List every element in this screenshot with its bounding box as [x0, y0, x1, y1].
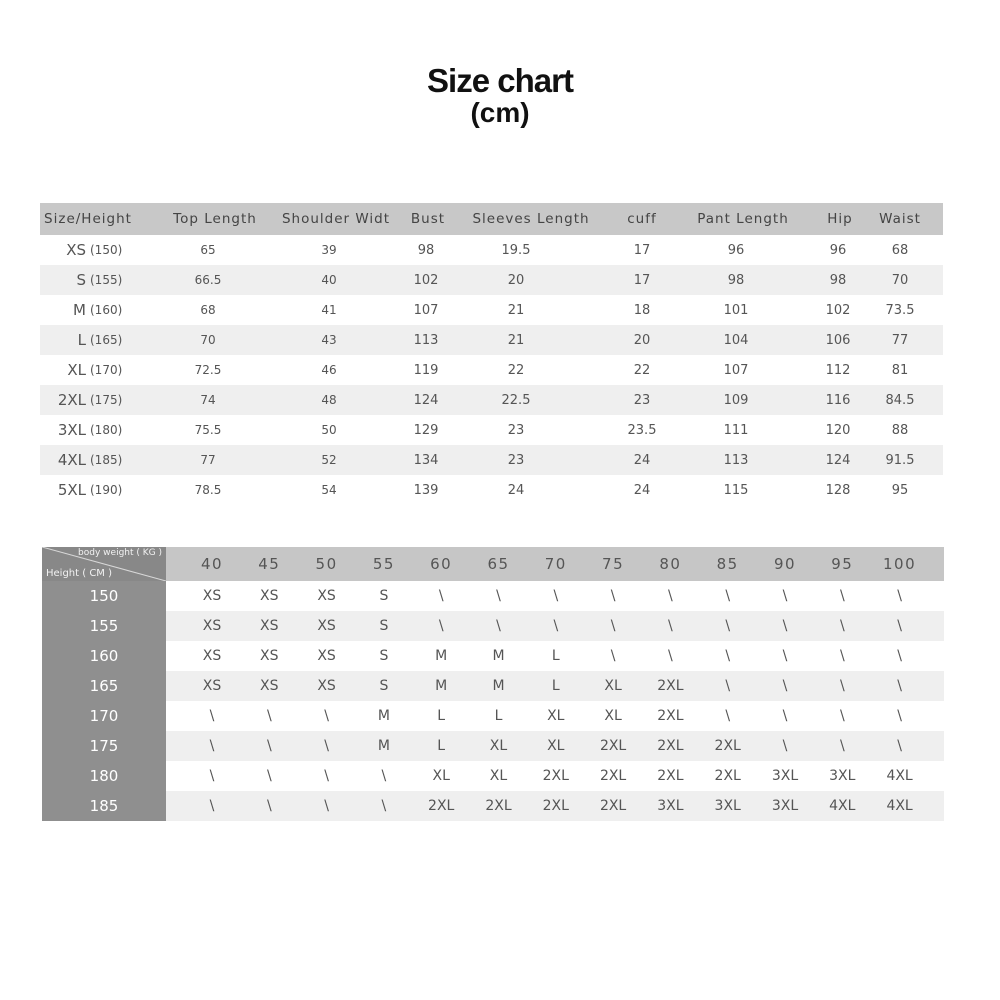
size-table-header — [40, 203, 943, 235]
table-cell: 2XL — [599, 798, 627, 814]
size-label: 2XL — [57, 391, 86, 409]
table-cell: \ — [324, 798, 329, 814]
table-cell: M — [377, 738, 390, 754]
table-cell: \ — [324, 708, 329, 724]
table-cell: 77 — [891, 332, 909, 348]
table-cell: \ — [782, 738, 788, 754]
table-cell: XL — [547, 738, 565, 754]
table-cell: \ — [839, 618, 845, 634]
table-cell: 48 — [321, 393, 337, 407]
table-cell: 107 — [723, 362, 749, 378]
table-cell: \ — [839, 708, 845, 724]
table-cell: \ — [266, 798, 272, 814]
size-label: XL — [67, 361, 86, 379]
table-cell: 77 — [200, 453, 216, 467]
table-cell: S — [379, 648, 389, 664]
table-cell: 2XL — [542, 798, 569, 814]
corner-header-cell — [42, 547, 166, 581]
table-cell: 119 — [413, 362, 439, 378]
weight-header-cell: 65 — [487, 555, 510, 573]
table-cell: 2XL — [599, 738, 627, 754]
size-label: 5XL — [57, 481, 86, 499]
table-row — [42, 611, 944, 641]
size-cell — [40, 385, 150, 415]
size-label: 3XL — [57, 421, 86, 439]
size-height: (170) — [90, 363, 123, 377]
table-cell: XS — [317, 618, 336, 634]
table-cell: 124 — [825, 452, 851, 468]
table-row — [42, 761, 944, 791]
table-cell: 70 — [891, 272, 909, 288]
height-cell: 170 — [42, 701, 166, 731]
table-cell: \ — [897, 678, 902, 694]
height-cell: 175 — [42, 731, 166, 761]
table-row — [42, 671, 944, 701]
height-cell: 155 — [42, 611, 166, 641]
size-label: L — [77, 331, 86, 349]
table-cell: 129 — [413, 422, 439, 438]
size-label: S — [76, 271, 86, 289]
table-cell: 2XL — [657, 768, 684, 784]
table-cell: XS — [317, 588, 336, 604]
table-cell: 113 — [413, 332, 439, 348]
table-cell: S — [379, 618, 389, 634]
table-cell: 139 — [413, 482, 439, 498]
table-cell: \ — [897, 738, 902, 754]
table-cell: 52 — [321, 453, 337, 467]
table-cell: 91.5 — [885, 452, 915, 468]
table-cell: \ — [897, 708, 902, 724]
table-cell: \ — [266, 768, 272, 784]
table-cell: L — [551, 648, 560, 664]
size-label: M — [73, 301, 86, 319]
table-cell: \ — [209, 708, 215, 724]
table-cell: \ — [782, 648, 788, 664]
weight-header-cell: 95 — [831, 555, 854, 573]
table-cell: \ — [839, 738, 845, 754]
table-cell: \ — [438, 618, 444, 634]
table-cell: 84.5 — [885, 392, 915, 408]
table-cell: 20 — [507, 272, 525, 288]
table-cell: 75.5 — [194, 423, 222, 437]
table-cell: 24 — [633, 452, 651, 468]
table-cell: L — [437, 738, 446, 754]
table-cell: 2XL — [714, 768, 741, 784]
table-cell: \ — [266, 708, 272, 724]
table-cell: 116 — [825, 392, 851, 408]
table-row — [40, 325, 943, 355]
table-row — [40, 415, 943, 445]
table-cell: M — [492, 678, 505, 694]
table-cell: 134 — [413, 452, 439, 468]
size-height: (165) — [90, 333, 123, 347]
table-cell: 4XL — [886, 768, 913, 784]
table-cell: \ — [668, 618, 673, 634]
table-cell: 2XL — [428, 798, 455, 814]
table-cell: \ — [725, 708, 731, 724]
table-cell: 3XL — [829, 768, 856, 784]
table-cell: 22 — [633, 362, 651, 378]
table-cell: XL — [604, 678, 622, 694]
table-cell: 2XL — [657, 708, 684, 724]
table-cell: \ — [610, 618, 616, 634]
table-cell: 88 — [891, 422, 909, 438]
weight-header-cell: 50 — [315, 555, 338, 573]
table-cell: XL — [547, 708, 565, 724]
table-cell: 3XL — [771, 798, 799, 814]
table-cell: \ — [782, 588, 788, 604]
table-cell: L — [551, 678, 560, 694]
table-cell: \ — [782, 618, 788, 634]
table-cell: 23 — [507, 422, 525, 438]
table-cell: \ — [897, 648, 902, 664]
table-cell: 4XL — [829, 798, 856, 814]
table-cell: 3XL — [771, 768, 799, 784]
table-cell: 19.5 — [501, 242, 531, 258]
size-table-header-cell: Top Length — [173, 211, 257, 227]
table-cell: 66.5 — [194, 273, 222, 287]
table-cell: XS — [260, 618, 279, 634]
size-cell — [40, 295, 150, 325]
table-cell: 104 — [723, 332, 749, 348]
table-cell: 20 — [633, 332, 651, 348]
table-cell: \ — [496, 618, 501, 634]
table-cell: 50 — [321, 423, 337, 437]
table-cell: 21 — [507, 332, 525, 348]
table-cell: 98 — [727, 272, 745, 288]
table-cell: \ — [209, 798, 215, 814]
table-cell: 54 — [321, 483, 337, 497]
size-table-header-cell: Shoulder Widt — [281, 211, 391, 227]
table-cell: 3XL — [657, 798, 684, 814]
table-cell: \ — [897, 618, 902, 634]
table-cell: 102 — [825, 302, 851, 318]
table-cell: 96 — [727, 242, 745, 258]
size-cell — [40, 235, 150, 265]
table-cell: 24 — [633, 482, 651, 498]
table-cell: 46 — [321, 363, 337, 377]
table-cell: \ — [438, 588, 444, 604]
size-height: (180) — [90, 423, 123, 437]
table-cell: 39 — [321, 243, 337, 257]
table-cell: 2XL — [714, 738, 741, 754]
table-cell: L — [494, 708, 503, 724]
table-cell: L — [437, 708, 446, 724]
weight-table-header — [42, 547, 944, 581]
height-cell: 165 — [42, 671, 166, 701]
size-cell — [40, 445, 150, 475]
table-cell: XS — [317, 678, 336, 694]
table-cell: 22 — [507, 362, 525, 378]
table-cell: M — [435, 678, 448, 694]
table-row — [40, 445, 943, 475]
table-row — [42, 791, 944, 821]
table-cell: 17 — [633, 242, 651, 258]
size-cell — [40, 325, 150, 355]
table-cell: \ — [381, 768, 387, 784]
table-cell: 109 — [723, 392, 749, 408]
table-cell: 72.5 — [194, 363, 222, 377]
table-row — [42, 641, 944, 671]
table-cell: S — [379, 588, 389, 604]
size-height: (150) — [90, 243, 123, 257]
table-cell: \ — [897, 588, 902, 604]
table-cell: 96 — [829, 242, 847, 258]
size-label: XS — [66, 241, 86, 259]
size-measurement-table — [40, 203, 943, 505]
table-cell: 102 — [413, 272, 439, 288]
table-cell: 111 — [723, 422, 749, 438]
table-cell: XS — [202, 588, 222, 604]
table-cell: XS — [260, 588, 279, 604]
table-row — [42, 731, 944, 761]
table-cell: 107 — [413, 302, 439, 318]
weight-height-size-table — [42, 547, 944, 821]
table-cell: \ — [782, 708, 788, 724]
weight-header-cell: 60 — [430, 555, 453, 573]
table-cell: \ — [324, 768, 329, 784]
size-cell — [40, 355, 150, 385]
table-cell: \ — [209, 768, 215, 784]
table-row — [40, 355, 943, 385]
size-height: (160) — [90, 303, 123, 317]
weight-header-cell: 75 — [602, 555, 625, 573]
size-height: (190) — [90, 483, 123, 497]
table-cell: 2XL — [657, 738, 684, 754]
weight-header-cell: 80 — [659, 555, 682, 573]
table-cell: 41 — [321, 303, 337, 317]
table-cell: 4XL — [886, 798, 913, 814]
table-cell: \ — [209, 738, 215, 754]
table-cell: 24 — [507, 482, 525, 498]
size-label: 4XL — [57, 451, 86, 469]
table-cell: 43 — [321, 333, 337, 347]
table-cell: \ — [725, 678, 731, 694]
page-subtitle: (cm) — [470, 97, 530, 128]
height-cell: 180 — [42, 761, 166, 791]
table-cell: 2XL — [542, 768, 569, 784]
table-cell: XL — [432, 768, 450, 784]
height-label: Height ( CM ) — [46, 568, 113, 579]
weight-header-cell: 85 — [716, 555, 739, 573]
body-weight-label: body weight ( KG ) — [78, 548, 162, 558]
table-row — [42, 581, 944, 611]
table-cell: 68 — [891, 242, 909, 258]
weight-header-cell: 55 — [372, 555, 395, 573]
table-cell: 112 — [825, 362, 851, 378]
table-cell: 21 — [507, 302, 525, 318]
table-cell: \ — [725, 648, 731, 664]
table-cell: 98 — [829, 272, 847, 288]
size-cell — [40, 415, 150, 445]
table-cell: 101 — [723, 302, 749, 318]
table-cell: 65 — [200, 243, 216, 257]
table-cell: \ — [668, 588, 673, 604]
table-row — [42, 701, 944, 731]
table-cell: \ — [725, 588, 731, 604]
table-cell: 113 — [723, 452, 749, 468]
table-row — [40, 265, 943, 295]
table-cell: M — [492, 648, 505, 664]
table-cell: \ — [610, 588, 616, 604]
table-cell: 98 — [417, 242, 435, 258]
size-table-header-cell: cuff — [627, 211, 657, 227]
table-cell: \ — [725, 618, 731, 634]
table-cell: 124 — [413, 392, 439, 408]
table-cell: \ — [839, 588, 845, 604]
table-cell: XS — [202, 648, 222, 664]
table-cell: M — [435, 648, 448, 664]
table-cell: \ — [553, 588, 559, 604]
table-cell: 22.5 — [501, 392, 531, 408]
table-cell: 23 — [507, 452, 525, 468]
table-cell: \ — [266, 738, 272, 754]
table-cell: 2XL — [485, 798, 512, 814]
table-cell: 18 — [633, 302, 651, 318]
table-cell: 40 — [321, 273, 337, 287]
table-cell: XS — [260, 678, 279, 694]
table-cell: 74 — [200, 393, 216, 407]
height-cell: 185 — [42, 791, 166, 821]
table-cell: 70 — [200, 333, 216, 347]
table-cell: XL — [489, 738, 508, 754]
table-cell: \ — [553, 618, 559, 634]
table-row — [40, 235, 943, 265]
table-cell: XL — [489, 768, 508, 784]
table-cell: XL — [604, 708, 622, 724]
table-cell: XS — [202, 678, 222, 694]
table-cell: 23 — [633, 392, 651, 408]
table-cell: 81 — [891, 362, 909, 378]
size-table-header-cell: Hip — [827, 211, 853, 227]
size-height: (185) — [90, 453, 123, 467]
weight-header-cell: 40 — [200, 555, 224, 573]
table-cell: \ — [381, 798, 387, 814]
table-cell: XS — [317, 648, 336, 664]
table-cell: 115 — [723, 482, 749, 498]
table-row — [40, 295, 943, 325]
size-cell — [40, 265, 150, 295]
weight-header-cell: 100 — [883, 555, 917, 573]
table-cell: XS — [202, 618, 222, 634]
table-cell: 3XL — [714, 798, 741, 814]
weight-header-cell: 45 — [258, 555, 281, 573]
table-cell: 106 — [825, 332, 851, 348]
table-cell: 2XL — [657, 678, 684, 694]
size-cell — [40, 475, 150, 505]
size-height: (155) — [90, 273, 123, 287]
size-table-header-cell: Size/Height — [44, 211, 132, 227]
weight-header-cell: 90 — [773, 555, 797, 573]
table-cell: 78.5 — [194, 483, 222, 497]
page-title: Size chart — [427, 62, 573, 99]
table-cell: \ — [839, 678, 845, 694]
table-cell: 120 — [825, 422, 851, 438]
table-cell: 128 — [825, 482, 851, 498]
table-cell: \ — [668, 648, 673, 664]
size-table-header-cell: Sleeves Length — [472, 211, 590, 227]
table-cell: M — [377, 708, 390, 724]
table-cell: 68 — [200, 303, 216, 317]
table-row — [40, 475, 943, 505]
table-cell: \ — [496, 588, 501, 604]
table-cell: 73.5 — [885, 302, 915, 318]
height-cell: 160 — [42, 641, 166, 671]
table-cell: 95 — [891, 482, 909, 498]
table-cell: \ — [839, 648, 845, 664]
table-cell: \ — [324, 738, 329, 754]
table-row — [40, 385, 943, 415]
table-cell: \ — [610, 648, 616, 664]
size-height: (175) — [90, 393, 123, 407]
table-cell: S — [379, 678, 389, 694]
size-table-header-cell: Waist — [879, 211, 921, 227]
size-table-header-cell: Pant Length — [697, 211, 789, 227]
table-cell: 23.5 — [627, 422, 657, 438]
height-cell: 150 — [42, 581, 166, 611]
table-cell: \ — [782, 678, 788, 694]
table-cell: 2XL — [599, 768, 627, 784]
table-cell: 17 — [633, 272, 651, 288]
table-cell: XS — [260, 648, 279, 664]
weight-header-cell: 70 — [544, 555, 567, 573]
size-table-header-cell: Bust — [410, 211, 446, 227]
